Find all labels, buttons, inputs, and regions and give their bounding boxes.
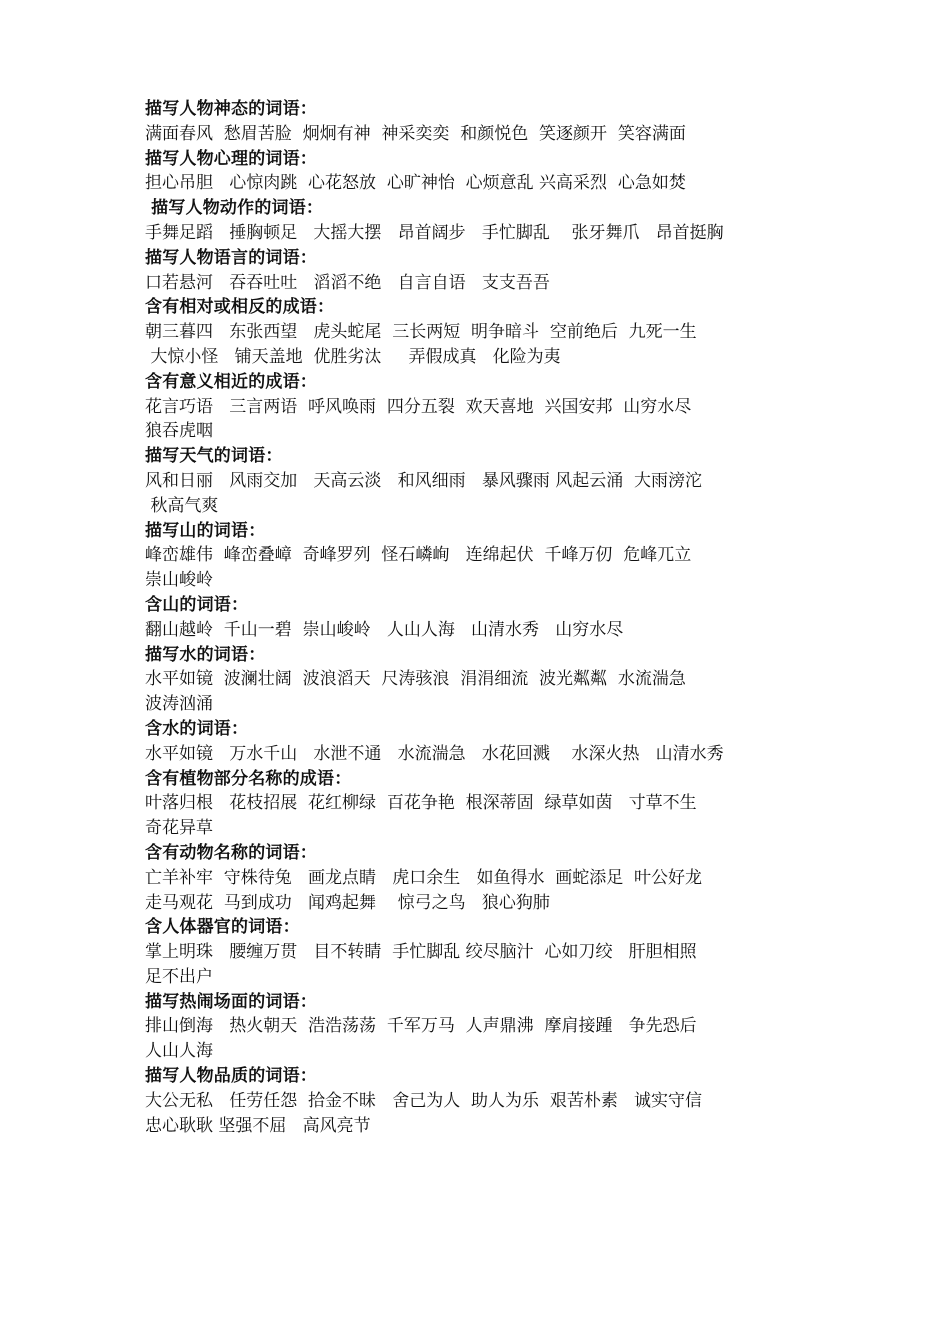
section-with-water <box>145 717 825 767</box>
section-lively-scenes <box>145 990 825 1064</box>
section-synonyms <box>145 370 825 444</box>
section-title: 含山的词语： <box>145 594 249 615</box>
word-line: 水平如镜 波澜壮阔 波浪滔天 尺涛骇浪 涓涓细流 波光粼粼 水流湍急 <box>145 669 686 690</box>
document-body <box>145 97 825 1138</box>
word-line: 排山倒海 热火朝天 浩浩荡荡 千军万马 人声鼎沸 摩肩接踵 争先恐后 <box>145 1016 697 1037</box>
word-line: 亡羊补牢 守株待兔 画龙点睛 虎口余生 如鱼得水 画蛇添足 叶公好龙 <box>145 867 703 888</box>
section-antonyms <box>145 295 825 369</box>
word-line: 足不出户 <box>145 966 213 987</box>
section-speech <box>145 246 825 296</box>
section-actions <box>145 196 825 246</box>
section-title: 描写山的词语： <box>145 520 266 541</box>
section-animals <box>145 841 825 915</box>
section-mountains <box>145 519 825 593</box>
section-psychology <box>145 147 825 197</box>
section-weather <box>145 444 825 518</box>
section-title: 描写水的词语： <box>145 644 266 665</box>
word-line: 担心吊胆 心惊肉跳 心花怒放 心旷神怡 心烦意乱 兴高采烈 心急如焚 <box>145 173 686 194</box>
word-line: 忠心耿耿 坚强不屈 高风亮节 <box>145 1115 371 1136</box>
word-line: 奇花异草 <box>145 818 213 839</box>
word-line: 走马观花 马到成功 闻鸡起舞 惊弓之鸟 狼心狗肺 <box>145 892 550 913</box>
word-line: 口若悬河 吞吞吐吐 滔滔不绝 自言自语 支支吾吾 <box>145 272 550 293</box>
section-water <box>145 643 825 717</box>
section-plants <box>145 767 825 841</box>
section-title: 描写人物语言的词语： <box>145 247 317 268</box>
section-demeanor <box>145 97 825 147</box>
word-line: 风和日丽 风雨交加 天高云淡 和风细雨 暴风骤雨 风起云涌 大雨滂沱 <box>145 470 703 491</box>
word-line: 掌上明珠 腰缠万贯 目不转睛 手忙脚乱 绞尽脑汁 心如刀绞 肝胆相照 <box>145 942 697 963</box>
word-line: 波涛汹涌 <box>145 694 213 715</box>
word-line: 朝三暮四 东张西望 虎头蛇尾 三长两短 明争暗斗 空前绝后 九死一生 <box>145 322 697 343</box>
section-title: 含有动物名称的词语： <box>145 842 317 863</box>
section-title: 描写人物动作的词语： <box>145 198 324 219</box>
section-title: 含有相对或相反的成语： <box>145 297 335 318</box>
word-line: 花言巧语 三言两语 呼风唤雨 四分五裂 欢天喜地 兴国安邦 山穷水尽 <box>145 396 692 417</box>
word-line: 满面春风 愁眉苦脸 炯炯有神 神采奕奕 和颜悦色 笑逐颜开 笑容满面 <box>145 123 686 144</box>
word-line: 大公无私 任劳任怨 拾金不昧 舍己为人 助人为乐 艰苦朴素 诚实守信 <box>145 1090 703 1111</box>
word-line: 水平如镜 万水千山 水泄不通 水流湍急 水花回溅 水深火热 山清水秀 <box>145 743 724 764</box>
word-line: 大惊小怪 铺天盖地 优胜劣汰 弄假成真 化险为夷 <box>145 346 561 367</box>
word-line: 崇山峻岭 <box>145 570 213 591</box>
word-line: 手舞足蹈 捶胸顿足 大摇大摆 昂首阔步 手忙脚乱 张牙舞爪 昂首挺胸 <box>145 222 724 243</box>
word-line: 狼吞虎咽 <box>145 421 213 442</box>
section-title: 描写天气的词语： <box>145 446 283 467</box>
section-title: 描写人物心理的词语： <box>145 148 317 169</box>
word-line: 叶落归根 花枝招展 花红柳绿 百花争艳 根深蒂固 绿草如茵 寸草不生 <box>145 793 697 814</box>
section-character-quality <box>145 1064 825 1138</box>
section-title: 含人体器官的词语： <box>145 917 300 938</box>
section-with-mountain <box>145 593 825 643</box>
word-line: 翻山越岭 千山一碧 崇山峻岭 人山人海 山清水秀 山穷水尽 <box>145 619 624 640</box>
section-title: 描写人物品质的词语： <box>145 1066 317 1087</box>
section-title: 含有意义相近的成语： <box>145 371 317 392</box>
section-body-organs <box>145 915 825 989</box>
word-line: 人山人海 <box>145 1041 213 1062</box>
section-title: 含水的词语： <box>145 718 249 739</box>
word-line: 峰峦雄伟 峰峦叠嶂 奇峰罗列 怪石嶙峋 连绵起伏 千峰万仞 危峰兀立 <box>145 545 692 566</box>
section-title: 含有植物部分名称的成语： <box>145 768 352 789</box>
section-title: 描写热闹场面的词语： <box>145 991 317 1012</box>
word-line: 秋高气爽 <box>145 495 219 516</box>
section-title: 描写人物神态的词语： <box>145 99 317 119</box>
